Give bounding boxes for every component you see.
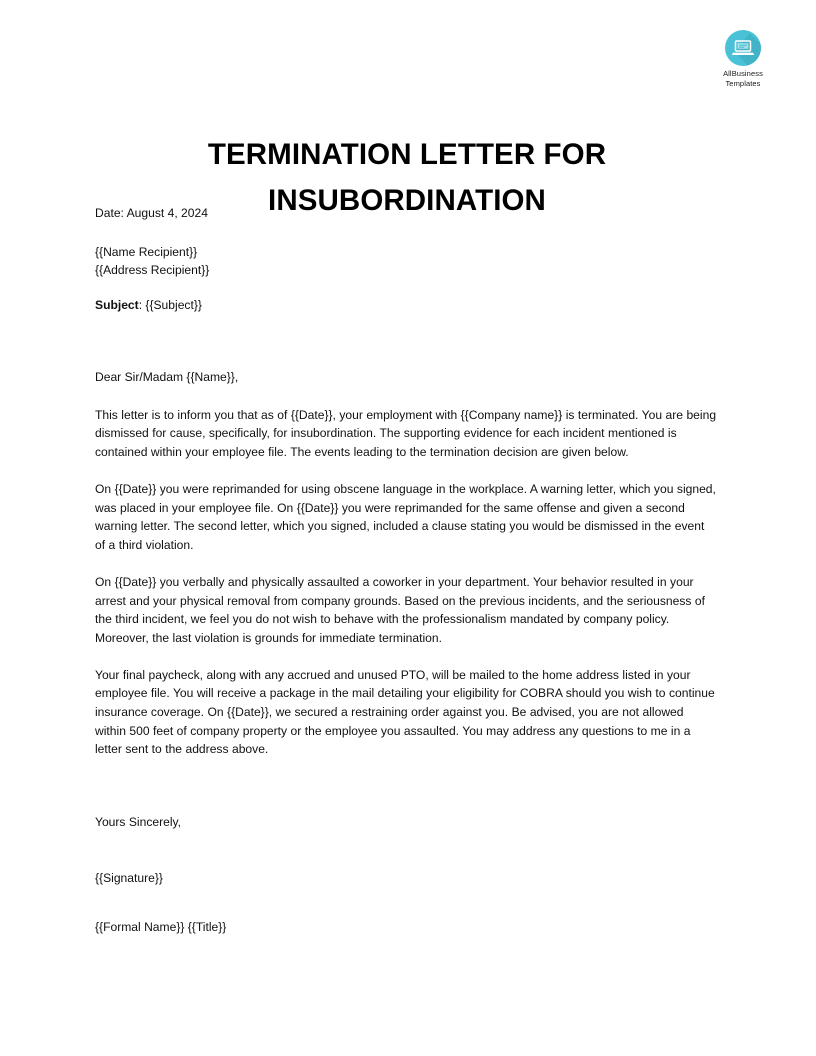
closing-salutation: Yours Sincerely,	[95, 814, 182, 829]
formal-name-and-title: {{Formal Name}} {{Title}}	[95, 920, 227, 935]
signature-placeholder: {{Signature}}	[95, 871, 163, 886]
paragraph-4: Your final paycheck, along with any accrued and unused PTO, will be mailed to the home address listed in your employee file. You will receive a package in the mail detailing your eligibility for COBRA should you wish to continue insurance coverage. On {{Date}}, we secured a restraining order against you. Be advised, you are not allowed within 500 feet of company property or the employee you assaulted. You may address any questions to me in a letter sent to the address above.	[95, 667, 715, 757]
spacer	[95, 554, 717, 573]
spacer	[95, 759, 717, 813]
salutation: Dear Sir/Madam {{Name}},	[95, 370, 239, 385]
spacer	[95, 461, 717, 480]
letter-body	[95, 204, 717, 937]
spacer	[95, 280, 717, 296]
spacer	[95, 831, 717, 869]
brand-caption-line2: Templates	[725, 78, 761, 88]
spacer	[95, 387, 717, 406]
letter-date: Date: August 4, 2024	[95, 206, 208, 220]
brand-caption-line1: AllBusiness	[723, 69, 763, 78]
subject-label: Subject	[95, 297, 139, 312]
page-title-line1: TERMINATION LETTER FOR	[207, 137, 607, 171]
recipient-name: {{Name Recipient}}	[95, 244, 198, 259]
brand-logo-block	[698, 30, 788, 88]
spacer	[95, 314, 717, 368]
spacer	[95, 223, 717, 243]
recipient-address: {{Address Recipient}}	[95, 263, 210, 278]
subject-value: : {{Subject}}	[138, 297, 202, 312]
paragraph-2: On {{Date}} you were reprimanded for using obscene language in the workplace. A warning letter, which you signed, was placed in your employee file. On {{Date}} you were reprimanded for the same offense and given a second warning letter. The second letter, which you signed, included a clause stating you would be dismissed in the event of a third violation.	[95, 481, 716, 552]
paragraph-3: On {{Date}} you verbally and physically assaulted a coworker in your department. Your behavior resulted in your arrest and your physical removal from company grounds. Based on the previous incidents, and the seriousness of the third incident, we feel you do not wish to behave with the professionalism mandated by company policy. Moreover, the last violation is grounds for immediate termination.	[95, 574, 705, 645]
paragraph-1: This letter is to inform you that as of {{Date}}, your employment with {{Company name}} is terminated. You are being dismissed for cause, specifically, for insubordination. The supporting evidence for each incident mentioned is contained within your employee file. The events leading to the termination decision are given below.	[95, 407, 717, 459]
laptop-circle-icon	[725, 30, 761, 66]
spacer	[95, 888, 717, 918]
page-title-line2: INSUBORDINATION	[268, 183, 546, 217]
spacer	[95, 647, 717, 666]
brand-caption	[698, 69, 788, 88]
subject-line	[95, 296, 717, 315]
